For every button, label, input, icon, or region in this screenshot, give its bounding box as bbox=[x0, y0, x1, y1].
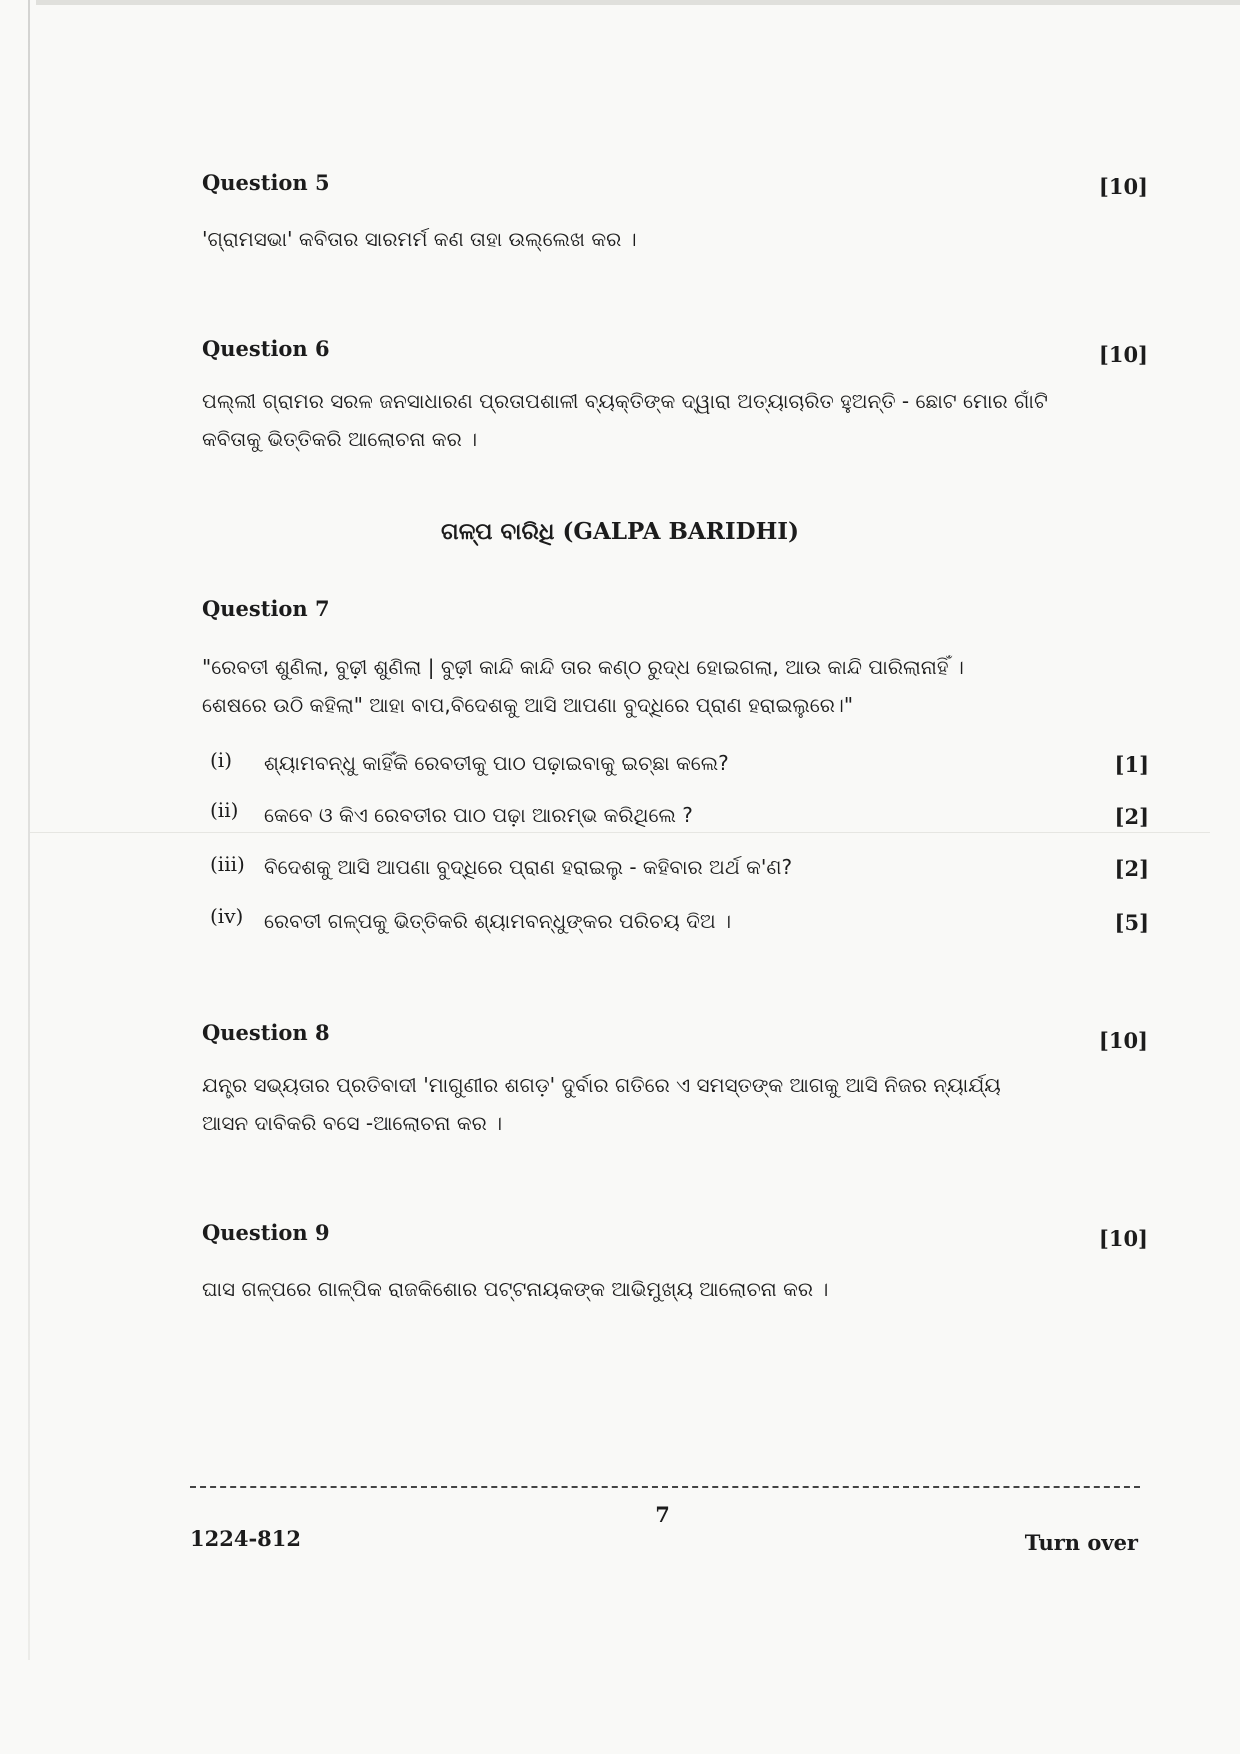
page-fold-crease bbox=[30, 832, 1210, 833]
question-7-sub-text: ଶ୍ୟାମବନ୍ଧୁ କାହିଁକି ରେବତୀକୁ ପାଠ ପଢ଼ାଇବାକୁ ଇଚ୍ଛା କଲେ? bbox=[264, 751, 729, 775]
question-6-marks: [10] bbox=[1098, 342, 1148, 367]
question-9-text: ଘାସ ଗଳ୍ପରେ ଗାଳ୍ପିକ ରାଜକିଶୋର ପଟ୍ଟନାୟକଙ୍କ ଆଭିମୁଖ୍ୟ ଆଲୋଚନା କର । bbox=[202, 1277, 829, 1301]
question-9-title: Question 9 bbox=[202, 1220, 330, 1245]
page-left-edge bbox=[28, 0, 30, 1660]
footer-dashed-rule bbox=[190, 1486, 1140, 1488]
question-6-title: Question 6 bbox=[202, 336, 330, 361]
question-7-sub-number: (iii) bbox=[210, 852, 245, 876]
question-5-marks: [10] bbox=[1098, 174, 1148, 199]
question-7-sub-number: (i) bbox=[210, 748, 233, 772]
question-6-line: କବିତାକୁ ଭିତ୍ତିକରି ଆଲୋଚନା କର । bbox=[202, 427, 478, 451]
question-5-title: Question 5 bbox=[202, 170, 330, 195]
question-8-line: ଆସନ ଦାବିକରି ବସେ -ଆଲୋଚନା କର । bbox=[202, 1111, 503, 1135]
paper-code: 1224-812 bbox=[190, 1526, 301, 1551]
question-7-sub-text: କେବେ ଓ କିଏ ରେବତୀର ପାଠ ପଢ଼ା ଆରମ୍ଭ କରିଥିଲେ ? bbox=[264, 803, 693, 827]
page-number: 7 bbox=[655, 1502, 670, 1527]
question-7-sub-marks: [2] bbox=[1114, 804, 1149, 829]
question-7-quote bbox=[202, 648, 1102, 724]
question-6-line: ପଲ୍ଲୀ ଗ୍ରାମର ସରଳ ଜନସାଧାରଣ ପ୍ରତାପଶାଳୀ ବ୍ୟକ୍ତିଙ୍କ ଦ୍ୱାରା ଅତ୍ୟାଚାରିତ ହୁଅନ୍ତି - ଛୋଟ ମୋର ଗାଁଟି bbox=[202, 389, 1048, 413]
turn-over-label: Turn over bbox=[1024, 1530, 1138, 1555]
question-9-marks: [10] bbox=[1098, 1226, 1148, 1251]
question-7-sub-marks: [5] bbox=[1114, 910, 1149, 935]
question-7-sub-number: (iv) bbox=[210, 904, 244, 928]
question-7-sub-text: ରେବତୀ ଗଳ୍ପକୁ ଭିତ୍ତିକରି ଶ୍ୟାମବନ୍ଧୁଙ୍କର ପରିଚୟ ଦିଅ । bbox=[264, 909, 732, 933]
question-8-marks: [10] bbox=[1098, 1028, 1148, 1053]
question-5-text: 'ଗ୍ରାମସଭା' କବିତାର ସାରମର୍ମ କଣ ତାହା ଉଲ୍ଲେଖ କର । bbox=[202, 227, 637, 251]
section-heading: ଗଳ୍ପ ବାରିଧି (GALPA BARIDHI) bbox=[441, 518, 799, 545]
question-7-title: Question 7 bbox=[202, 596, 330, 621]
question-7-quote-line: ଶେଷରେ ଉଠି କହିଲା" ଆହା ବାପ,ବିଦେଶକୁ ଆସି ଆପଣା ବୁଦ୍ଧିରେ ପ୍ରାଣ ହରାଇଲୁରେ।" bbox=[202, 693, 854, 717]
question-7-sub-marks: [2] bbox=[1114, 856, 1149, 881]
question-7-sub-number: (ii) bbox=[210, 798, 239, 822]
question-8-text bbox=[202, 1066, 1102, 1142]
question-6-text bbox=[202, 382, 1102, 458]
page-top-edge bbox=[36, 0, 1240, 5]
question-7-sub-text: ବିଦେଶକୁ ଆସି ଆପଣା ବୁଦ୍ଧିରେ ପ୍ରାଣ ହରାଇଲୁ - କହିବାର ଅର୍ଥ କ'ଣ? bbox=[264, 855, 793, 879]
question-7-quote-line: "ରେବତୀ ଶୁଣିଲା, ବୁଢ଼ୀ ଶୁଣିଲା | ବୁଢ଼ୀ କାନ୍ଦି କାନ୍ଦି ତାର କଣ୍ଠ ରୁଦ୍ଧ ହୋଇଗଲା, ଆଉ କାନ୍ଦି ପାରିଲାନାହିଁ । bbox=[202, 655, 964, 679]
question-7-sub-marks: [1] bbox=[1114, 752, 1149, 777]
question-8-title: Question 8 bbox=[202, 1020, 330, 1045]
question-8-line: ଯନ୍ତ୍ର ସଭ୍ୟତାର ପ୍ରତିବାଦୀ 'ମାଗୁଣୀର ଶଗଡ଼' ଦୁର୍ବାର ଗତିରେ ଏ ସମସ୍ତଙ୍କ ଆଗକୁ ଆସି ନିଜର ନ୍ୟାର୍ଯ୍ୟ bbox=[202, 1073, 1001, 1097]
